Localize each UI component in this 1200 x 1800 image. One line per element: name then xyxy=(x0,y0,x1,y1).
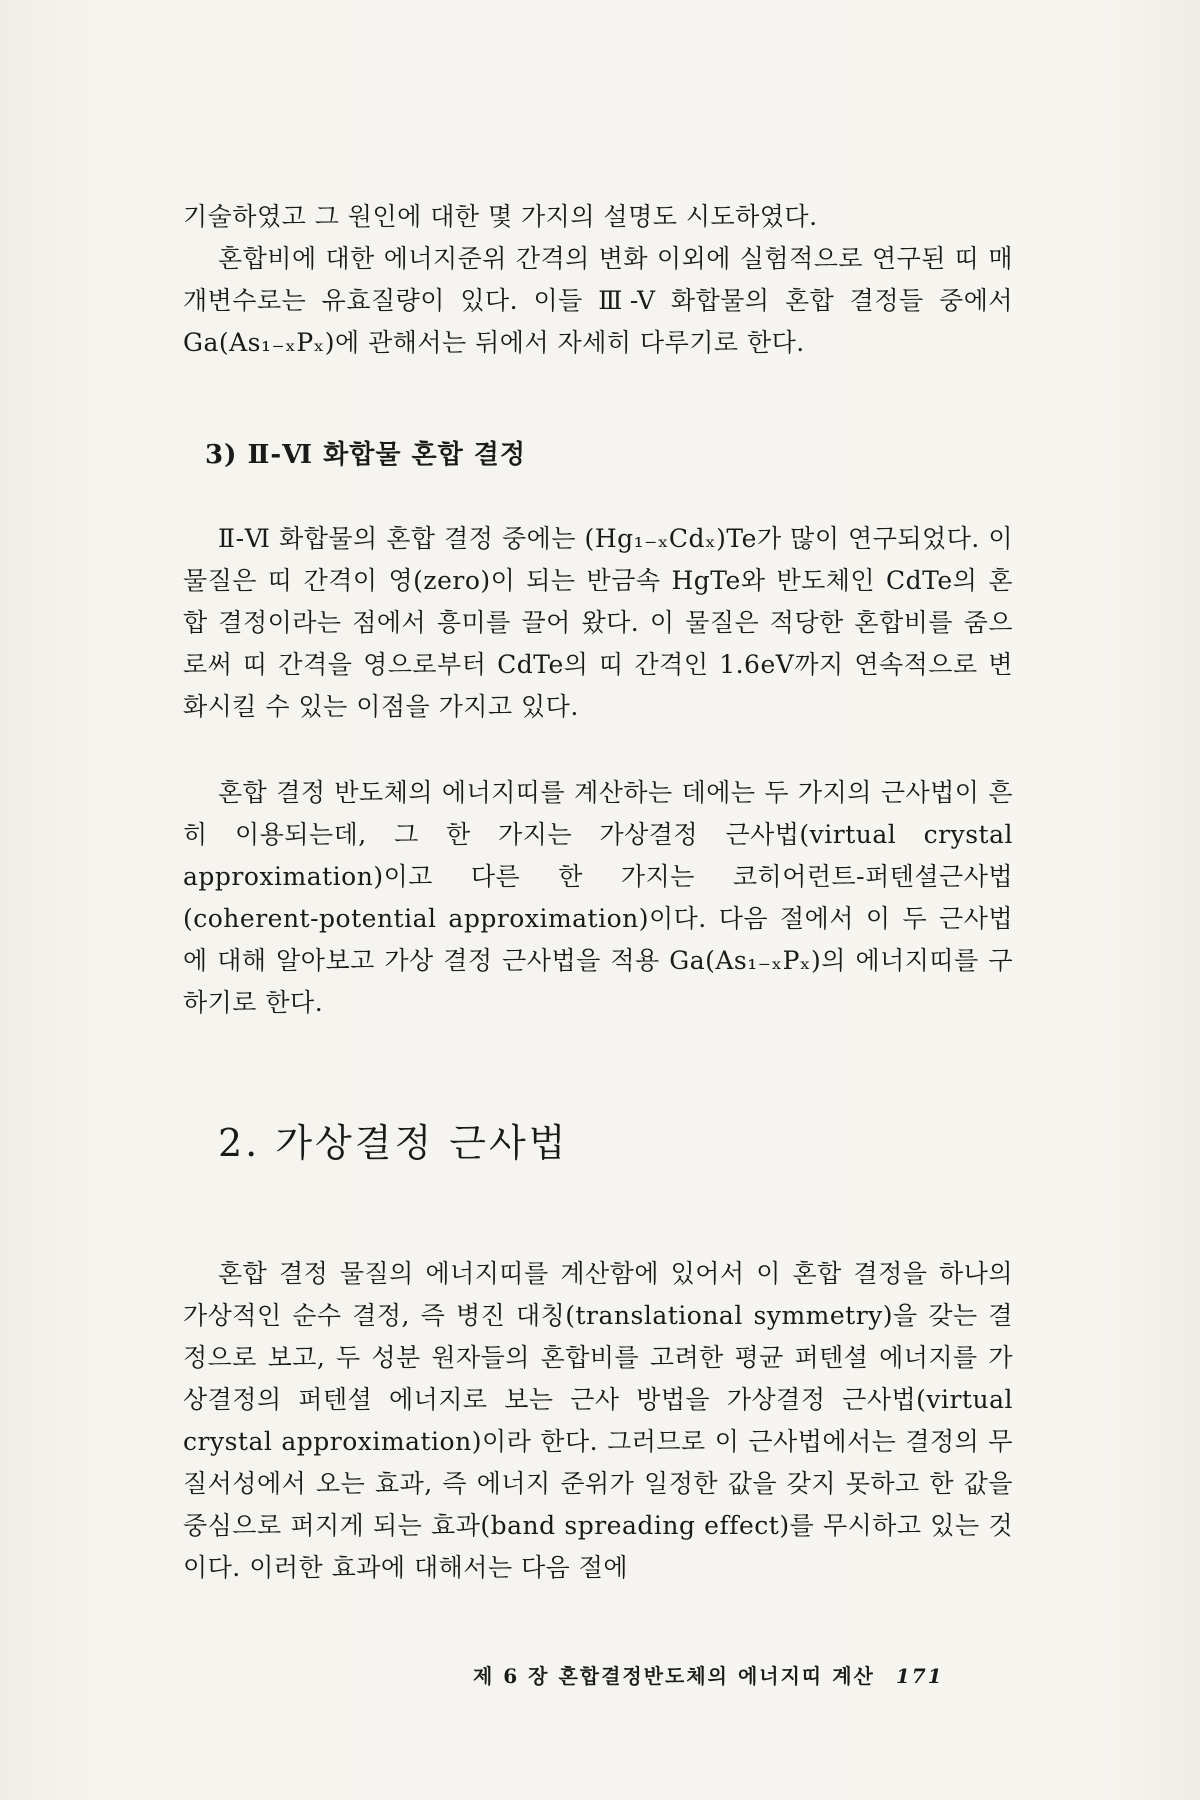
page-footer xyxy=(473,1660,1013,1689)
subsection-heading: 3) Ⅱ-Ⅵ 화합물 혼합 결정 xyxy=(205,440,527,470)
paragraph-approximation-methods: 혼합 결정 반도체의 에너지띠를 계산하는 데에는 두 가지의 근사법이 흔히 이용되는데, 그 한 가지는 가상결정 근사법(virtual crystal approximation)이고 다른 한 가지는 코히어런트-퍼텐셜근사법(coherent-potential approximation)이다. 다음 절에서 이 두 근사법에 대해 알아보고 가상 결정 근사법을 적용 Ga(As₁₋ₓPₓ)의 에너지띠를 구하기로 한다. xyxy=(183,778,1013,1017)
paragraph-continued: 기술하였고 그 원인에 대한 몇 가지의 설명도 시도하였다. xyxy=(183,202,818,231)
paragraph-hgcdte: Ⅱ-Ⅵ 화합물의 혼합 결정 중에는 (Hg₁₋ₓCdₓ)Te가 많이 연구되었다. 이 물질은 띠 간격이 영(zero)이 되는 반금속 HgTe와 반도체인 CdTe의 혼합 결정이라는 점에서 흥미를 끌어 왔다. 이 물질은 적당한 혼합비를 줌으로써 띠 간격을 영으로부터 CdTe의 띠 간격인 1.6eV까지 연속적으로 변화시킬 수 있는 이점을 가지고 있다. xyxy=(183,524,1013,721)
page-number: 171 xyxy=(895,1664,944,1688)
paragraph-bowing: 혼합비에 대한 에너지준위 간격의 변화 이외에 실험적으로 연구된 띠 매개변수로는 유효질량이 있다. 이들 Ⅲ-V 화합물의 혼합 결정들 중에서 Ga(As₁₋ₓPₓ)에 관해서는 뒤에서 자세히 다루기로 한다. xyxy=(183,244,1013,357)
body-text-top xyxy=(183,196,1013,364)
section-title: 2. 가상결정 근사법 xyxy=(218,1121,569,1165)
running-footer-title: 제 6 장 혼합결정반도체의 에너지띠 계산 xyxy=(473,1664,875,1688)
paragraph-virtual-crystal: 혼합 결정 물질의 에너지띠를 계산함에 있어서 이 혼합 결정을 하나의 가상적인 순수 결정, 즉 병진 대칭(translational symmetry)을 갖는 결정으로 보고, 두 성분 원자들의 혼합비를 고려한 평균 퍼텐셜 에너지를 가상결정의 퍼텐셜 에너지로 보는 근사 방법을 가상결정 근사법(virtual crystal approximation)이라 한다. 그러므로 이 근사법에서는 결정의 무질서성에서 오는 효과, 즉 에너지 준위가 일정한 값을 갖지 못하고 한 값을 중심으로 퍼지게 되는 효과(band spreading effect)를 무시하고 있는 것이다. 이러한 효과에 대해서는 다음 절에 xyxy=(183,1259,1013,1582)
